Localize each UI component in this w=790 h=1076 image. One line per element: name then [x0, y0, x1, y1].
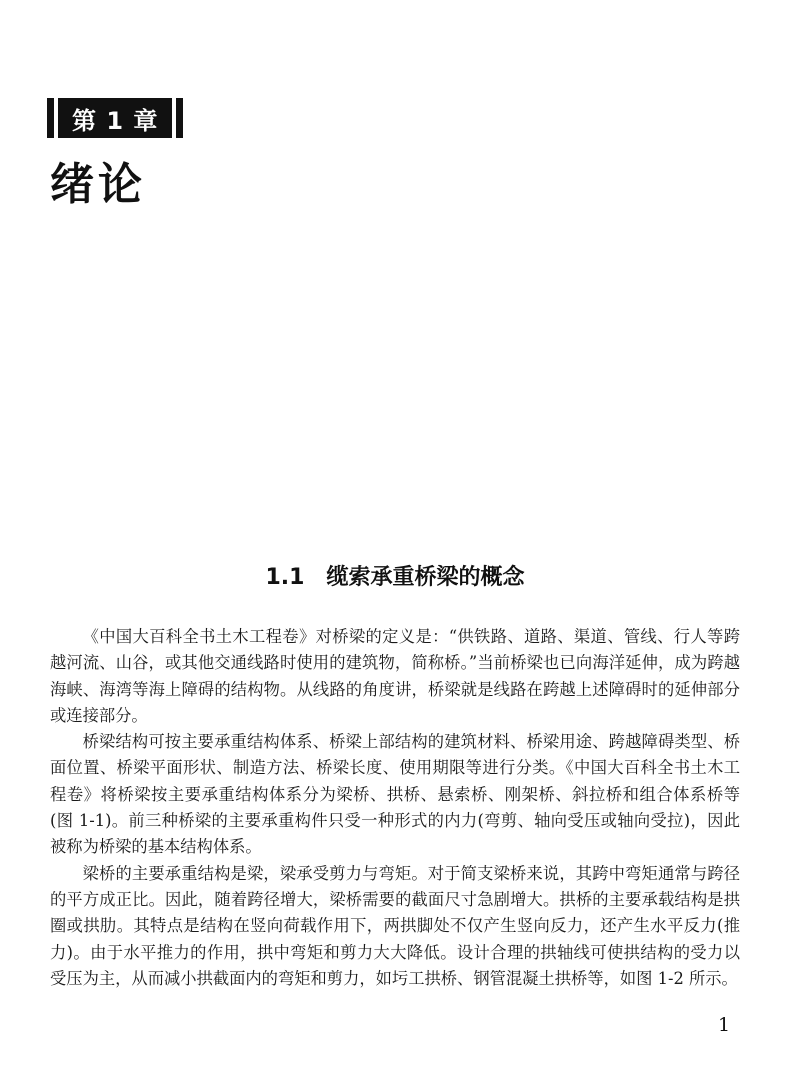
- paragraph: 梁桥的主要承重结构是梁，梁承受剪力与弯矩。对于简支梁桥来说，其跨中弯矩通常与跨径的平方成正比。因此，随着跨径增大，梁桥需要的截面尺寸急剧增大。拱桥的主要承载结构是拱圈或拱肋。其特点是结构在竖向荷载作用下，两拱脚处不仅产生竖向反力，还产生水平反力(推力)。由于水平推力的作用，拱中弯矩和剪力大大降低。设计合理的拱轴线可使拱结构的受力以受压为主，从而减小拱截面内的弯矩和剪力，如圬工拱桥、钢管混凝土拱桥等，如图 1-2 所示。: [50, 863, 740, 988]
- section-title: 缆索承重桥梁的概念: [326, 565, 525, 590]
- paragraph: 《中国大百科全书土木工程卷》对桥梁的定义是：“供铁路、道路、渠道、管线、行人等跨越河流、山谷，或其他交通线路时使用的建筑物，简称桥。”当前桥梁也已向海洋延伸，成为跨越海峡、海湾等海上障碍的结构物。从线路的角度讲，桥梁就是线路在跨越上述障碍时的延伸部分或连接部分。: [50, 627, 740, 725]
- page-number: 1: [718, 1014, 731, 1036]
- chapter-title: 绪论: [50, 159, 146, 210]
- chapter-banner: [47, 98, 183, 138]
- section-number: 1.1: [265, 565, 305, 590]
- banner-right-bar: [176, 98, 183, 138]
- chapter-label: 第 1 章: [58, 98, 172, 138]
- section-heading: [0, 560, 790, 591]
- paragraph: 桥梁结构可按主要承重结构体系、桥梁上部结构的建筑材料、桥梁用途、跨越障碍类型、桥面位置、桥梁平面形状、制造方法、桥梁长度、使用期限等进行分类。《中国大百科全书土木工程卷》将桥梁按主要承重结构体系分为梁桥、拱桥、悬索桥、刚架桥、斜拉桥和组合体系桥等(图 1-1)。前三种桥梁的主要承重构件只受一种形式的内力(弯剪、轴向受压或轴向受拉)，因此被称为桥梁的基本结构体系。: [50, 732, 740, 857]
- body-text: [50, 624, 740, 992]
- banner-left-bar: [47, 98, 54, 138]
